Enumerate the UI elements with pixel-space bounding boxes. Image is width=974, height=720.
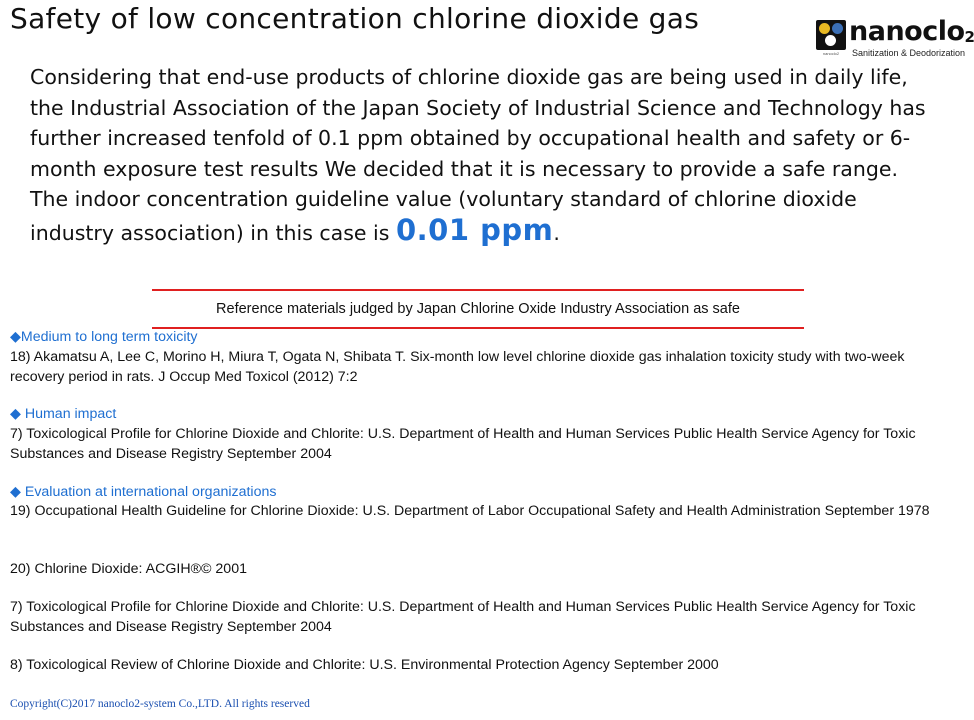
section-heading-toxicity: ◆Medium to long term toxicity: [10, 329, 198, 345]
page-title: Safety of low concentration chlorine dioxide gas: [10, 2, 700, 35]
guideline-value: 0.01 ppm: [395, 212, 554, 247]
copyright-notice: Copyright(C)2017 nanoclo2-system Co.,LTD. All rights reserved: [10, 698, 310, 710]
intro-paragraph: [30, 62, 940, 248]
logo-mark-icon: [816, 20, 846, 50]
reference-header-box: [152, 289, 804, 329]
reference-item: 19) Occupational Health Guideline for Chlorine Dioxide: U.S. Department of Labor Occupational Safety and Health Administration September 1978: [10, 503, 930, 519]
logo-tagline: Sanitization & Deodorization: [852, 48, 966, 58]
section-heading-international: ◆ Evaluation at international organizations: [10, 484, 277, 500]
logo-name: nanoclo$_2$: [849, 16, 974, 47]
intro-text: Considering that end-use products of chlorine dioxide gas are being used in daily life, the Industrial Association of the Japan Society of Industrial Science and Technology has further increased tenfold of 0.1 ppm obtained by occupational health and safety or 6-month exposure test results We decided that it is necessary to provide a safe range. The indoor concentration guideline value (voluntary standard of chlorine dioxide industry association) in this case is: [30, 65, 926, 245]
nanoclo2-logo: [816, 16, 974, 60]
intro-end: .: [553, 220, 560, 245]
reference-item: 20) Chlorine Dioxide: ACGIH®© 2001: [10, 561, 247, 577]
logo-mark-caption: nanoclo2: [822, 51, 840, 56]
reference-item: 7) Toxicological Profile for Chlorine Dioxide and Chlorite: U.S. Department of Health and Human Services Public Health Service Agency for Toxic Substances and Disease Registry September 2004: [10, 426, 916, 462]
reference-item: 8) Toxicological Review of Chlorine Dioxide and Chlorite: U.S. Environmental Protection Agency September 2000: [10, 657, 719, 673]
reference-item: 7) Toxicological Profile for Chlorine Dioxide and Chlorite: U.S. Department of Health and Human Services Public Health Service Agency for Toxic Substances and Disease Registry September 2004: [10, 599, 916, 635]
reference-item: 18) Akamatsu A, Lee C, Morino H, Miura T, Ogata N, Shibata T. Six-month low level chlorine dioxide gas inhalation toxicity study with two-week recovery period in rats. J Occup Med Toxicol (2012) 7:2: [10, 349, 905, 385]
reference-header: Reference materials judged by Japan Chlorine Oxide Industry Association as safe: [216, 301, 740, 317]
section-heading-human-impact: ◆ Human impact: [10, 406, 117, 422]
